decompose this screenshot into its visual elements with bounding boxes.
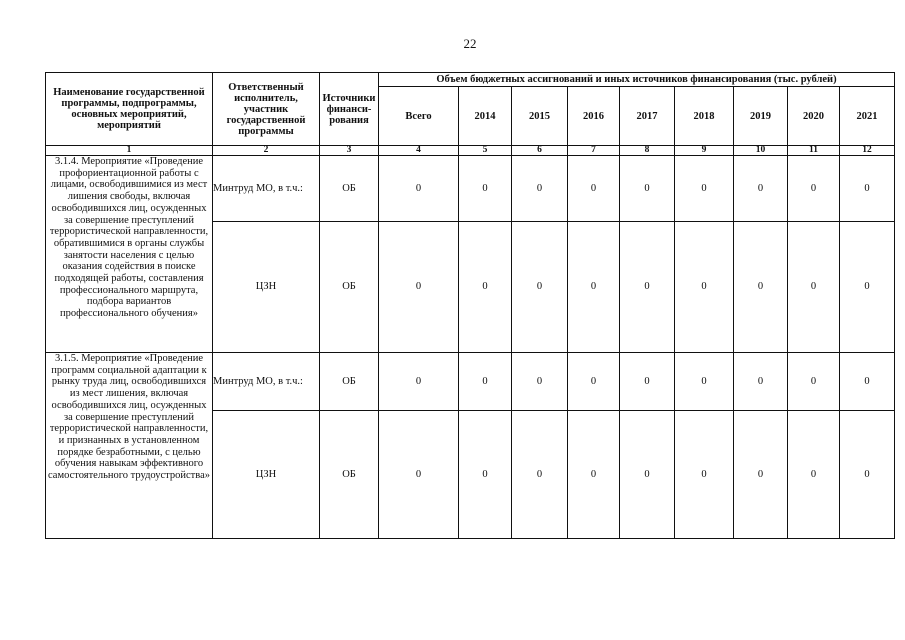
value-cell: 0 (568, 411, 620, 539)
column-number: 12 (840, 146, 895, 156)
source-cell: ОБ (320, 353, 379, 411)
value-cell: 0 (620, 156, 675, 222)
value-cell: 0 (379, 222, 459, 353)
value-cell: 0 (788, 222, 840, 353)
value-cell: 0 (568, 222, 620, 353)
financing-table (45, 72, 895, 539)
header-year: 2021 (840, 87, 895, 146)
header-year: 2014 (459, 87, 512, 146)
value-cell: 0 (734, 353, 788, 411)
header-year: 2019 (734, 87, 788, 146)
column-number: 3 (320, 146, 379, 156)
header-funding-group: Объем бюджетных ассигнований и иных источников финансирования (тыс. рублей) (379, 73, 895, 87)
executor-cell: Минтруд МО, в т.ч.: (213, 156, 320, 222)
value-cell: 0 (840, 353, 895, 411)
value-cell: 0 (840, 411, 895, 539)
header-total: Всего (379, 87, 459, 146)
header-year: 2016 (568, 87, 620, 146)
executor-cell: ЦЗН (213, 411, 320, 539)
value-cell: 0 (568, 353, 620, 411)
table-row (46, 353, 895, 411)
column-number: 4 (379, 146, 459, 156)
value-cell: 0 (620, 353, 675, 411)
value-cell: 0 (675, 222, 734, 353)
header-year: 2020 (788, 87, 840, 146)
source-cell: ОБ (320, 222, 379, 353)
value-cell: 0 (675, 156, 734, 222)
value-cell: 0 (512, 411, 568, 539)
column-number: 8 (620, 146, 675, 156)
value-cell: 0 (568, 156, 620, 222)
executor-cell: ЦЗН (213, 222, 320, 353)
column-number: 7 (568, 146, 620, 156)
source-cell: ОБ (320, 411, 379, 539)
header-year: 2018 (675, 87, 734, 146)
executor-cell: Минтруд МО, в т.ч.: (213, 353, 320, 411)
value-cell: 0 (379, 411, 459, 539)
header-year: 2017 (620, 87, 675, 146)
source-cell: ОБ (320, 156, 379, 222)
value-cell: 0 (512, 222, 568, 353)
header-executor: Ответственный исполнитель, участник государственной программы (213, 73, 320, 146)
column-number: 11 (788, 146, 840, 156)
value-cell: 0 (459, 222, 512, 353)
value-cell: 0 (512, 156, 568, 222)
value-cell: 0 (620, 411, 675, 539)
column-number: 1 (46, 146, 213, 156)
header-name: Наименование государственной программы, подпрограммы, основных мероприятий, мероприятий (46, 73, 213, 146)
header-year: 2015 (512, 87, 568, 146)
column-number: 9 (675, 146, 734, 156)
value-cell: 0 (675, 353, 734, 411)
value-cell: 0 (459, 353, 512, 411)
header-source: Источники финанси-рования (320, 73, 379, 146)
value-cell: 0 (788, 353, 840, 411)
value-cell: 0 (734, 156, 788, 222)
value-cell: 0 (459, 411, 512, 539)
value-cell: 0 (512, 353, 568, 411)
value-cell: 0 (379, 353, 459, 411)
measure-name: 3.1.5. Мероприятие «Проведение программ социальной адаптации к рынку труда лиц, освободившихся из мест лишения, включая освободившихся лиц, осужденных за совершение преступлений террористической направленности, и признанных в установленном порядке безработными, с целью обучения навыкам эффективного самостоятельного трудоустройства» (46, 353, 213, 539)
table-row (46, 156, 895, 222)
value-cell: 0 (379, 156, 459, 222)
value-cell: 0 (840, 222, 895, 353)
measure-name: 3.1.4. Мероприятие «Проведение профориентационной работы с лицами, освободившимися из мест лишения свободы, включая освободившихся лиц, осужденных за совершение преступлений террористической направленности, обратившимися в органы службы занятости населения с целью оказания содействия в поиске подходящей работы, составления профессионального маршрута, подбора вариантов профессионального обучения» (46, 156, 213, 353)
column-number: 6 (512, 146, 568, 156)
page-number: 22 (463, 36, 477, 51)
column-number: 10 (734, 146, 788, 156)
value-cell: 0 (788, 411, 840, 539)
column-number: 5 (459, 146, 512, 156)
value-cell: 0 (459, 156, 512, 222)
value-cell: 0 (620, 222, 675, 353)
value-cell: 0 (734, 411, 788, 539)
value-cell: 0 (675, 411, 734, 539)
value-cell: 0 (788, 156, 840, 222)
value-cell: 0 (734, 222, 788, 353)
value-cell: 0 (840, 156, 895, 222)
column-number: 2 (213, 146, 320, 156)
